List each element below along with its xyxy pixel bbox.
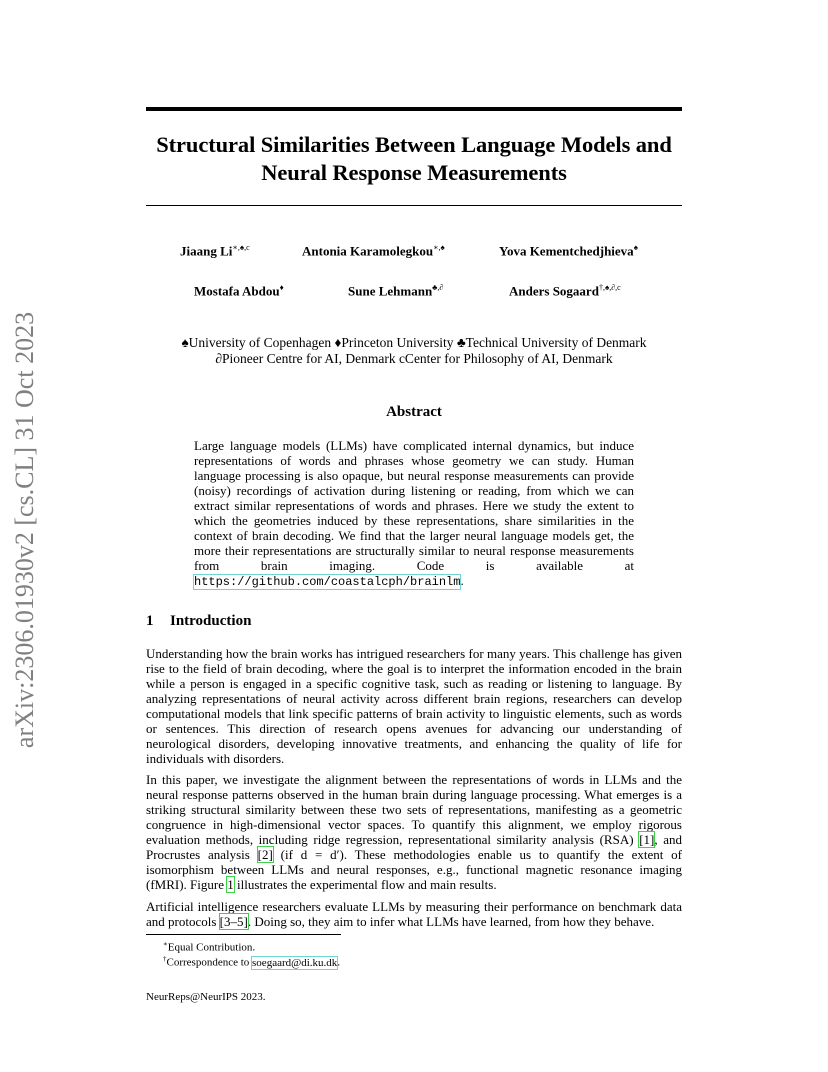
intro-paragraph-3: [146, 899, 682, 929]
author-mostafa-abdou: [194, 283, 284, 299]
section-heading-introduction: [146, 613, 251, 630]
abstract-body: Large language models (LLMs) have complicated internal dynamics, but induce representations of words and phrases whose geometry we can study. Human language processing is also opaque, but neural response measurements can provide (noisy) recordings of activation during listening or reading, from which we can extract similar representations of words and phrases. Here we study the extent to which the geometries induced by these representations, share similarities in the context of brain decoding. We find that the larger neural language models get, the more their representations are structurally similar to neural response measurements from brain imaging. Code is available at https://github.com/coastalcph/brainlm.: [194, 438, 634, 589]
arxiv-identifier: arXiv:2306.01930v2 [cs.CL] 31 Oct 2023: [10, 311, 39, 749]
author-marks: †,♠,∂,c: [598, 283, 621, 292]
footnote-mark: ∗: [163, 940, 168, 948]
affiliations-line-2: ∂Pioneer Centre for AI, Denmark cCenter for Philosophy of AI, Denmark: [215, 351, 613, 366]
author-name: Anders Sogaard: [509, 283, 599, 299]
paragraph-segment: In this paper, we investigate the alignment between the representations of words in LLMs and the neural response patterns observed in the human brain during language processing. What emerges is a striking structural similarity between these two sets of representations, manifesting as a geometric congruence in high-dimensional vector spaces. To quantify this alignment, we employ rigorous evaluation methods, including ridge regression, representational similarity analysis (RSA): [146, 772, 682, 847]
footnote-text: Equal Contribution.: [167, 941, 256, 954]
section-title: Introduction: [170, 613, 252, 629]
paragraph-text: [146, 772, 682, 892]
footnote-rule: [146, 934, 341, 935]
citation-link[interactable]: [2]: [257, 847, 273, 862]
author-name: Antonia Karamolegkou: [302, 243, 434, 259]
author-name: Jiaang Li: [180, 243, 233, 259]
author-name: Mostafa Abdou: [194, 283, 280, 299]
author-antonia-karamolegkou: [302, 243, 445, 259]
intro-paragraph-2: [146, 772, 682, 892]
paragraph-segment: (if d = d′). These methodologies enable us to quantify the extent of isomorphism between LLMs and neural responses, e.g., functional magnetic resonance imaging (fMRI). Figure: [146, 847, 683, 892]
paragraph-segment: . Doing so, they aim to infer what LLMs have learned, from how they behave.: [247, 914, 655, 929]
figure-link[interactable]: 1: [227, 877, 234, 892]
paragraph-text: Understanding how the brain works has intrigued researchers for many years. This challenge has given rise to the field of brain decoding, where the goal is to interpret the information encoded in the brain while a person is engaged in a specific cognitive task, such as reading or listening to language. By analyzing representations of neural activity across different brain regions, researchers can develop computational models that link specific patterns of brain activity to linguistic elements, such as words or sentences. This direction of research opens avenues for advancing our understanding of neurological disorders, developing innovative treatments, and enhancing the quality of life for individuals with disorders.: [146, 646, 682, 766]
code-link-part2[interactable]: brainlm: [410, 575, 461, 589]
affiliations-line-1: ♠University of Copenhagen ♦Princeton University ♣Technical University of Denmark: [181, 335, 647, 350]
intro-paragraph-1: [146, 646, 682, 766]
abstract-heading: Abstract: [386, 404, 442, 420]
author-name: Yova Kementchedjhieva: [499, 243, 634, 259]
citation-link[interactable]: [3–5]: [219, 914, 248, 929]
author-yova-kementchedjhieva: [499, 243, 638, 259]
author-marks: ∗,♠: [433, 243, 445, 252]
footnote-text: Correspondence to: [166, 956, 250, 969]
author-name: Sune Lehmann: [348, 283, 433, 299]
footnote-mark: †: [163, 955, 167, 963]
author-marks: ♣,∂: [432, 283, 444, 292]
author-marks: ♦: [279, 283, 284, 292]
author-jiaang-li: [180, 243, 250, 259]
venue-footer: NeurReps@NeurIPS 2023.: [146, 991, 266, 1003]
code-link-part1[interactable]: https://github.com/coastalcph/: [194, 575, 411, 589]
paper-title: [120, 131, 708, 187]
title-line-1: Structural Similarities Between Language Models and: [156, 132, 672, 157]
citation-link[interactable]: [1]: [639, 832, 655, 847]
author-anders-sogaard: [509, 283, 621, 299]
email-link[interactable]: soegaard@di.ku.dk: [252, 956, 338, 969]
paragraph-segment: Artificial intelligence researchers evaluate LLMs by measuring their performance on benchmark data and protocols: [146, 899, 682, 929]
title-top-rule: [146, 107, 682, 111]
author-marks: ∗,♠,c: [232, 243, 250, 252]
abstract-text: Large language models (LLMs) have complicated internal dynamics, but induce representations of words and phrases whose geometry we can study. Human language processing is also opaque, but neural response measurements can provide (noisy) recordings of activation during listening or reading, from which we can extract similar representations of words and phrases. Here we study the extent to which the geometries induced by these representations, share similarities in the context of brain decoding. We find that the larger neural language models get, the more their representations are structurally similar to neural response measurements from brain imaging. Code is available at: [194, 438, 634, 573]
author-sune-lehmann: [348, 283, 443, 299]
title-line-2: Neural Response Measurements: [261, 160, 567, 185]
paragraph-segment: , and Procrustes analysis: [146, 832, 682, 862]
author-marks: ♠: [633, 243, 638, 252]
code-link[interactable]: [194, 575, 460, 589]
section-number: 1: [146, 613, 154, 629]
title-bottom-rule: [146, 205, 682, 206]
footnote-correspondence: †Correspondence to soegaard@di.ku.dk.: [163, 955, 341, 969]
paragraph-text: [146, 899, 682, 929]
paragraph-segment: illustrates the experimental flow and main results.: [237, 877, 497, 892]
